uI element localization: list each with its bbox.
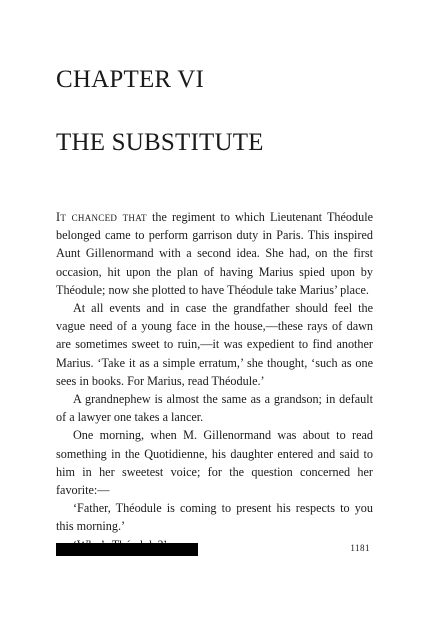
paragraph-text: the regiment to which Lieutenant Théodule belonged came to perform garrison duty in Paris. This inspired Aunt Gillenormand with a second idea. She had, on the first occasion, hit upon the plan of having Marius spied upon by Théodule; now she plotted to have Théodule take Marius’ place. bbox=[56, 210, 373, 297]
paragraph-2: At all events and in case the grandfather should feel the vague need of a young face in the house,—these rays of dawn are sometimes sweet to ruin,—it was expedient to find another Marius. ‘Take it as a simple erratum,’ she thought, ‘such as one sees in books. For Marius, read Théodule.’ bbox=[56, 301, 373, 388]
paragraph-4: One morning, when M. Gillenormand was about to read something in the Quotidienne, his daughter entered and said to him in her sweetest voice; for the question concerned her favorite:— bbox=[56, 428, 373, 498]
paragraph-1 bbox=[56, 208, 373, 299]
footer-redaction-bar bbox=[56, 543, 198, 556]
page-number: 1181 bbox=[350, 543, 370, 553]
chapter-body bbox=[56, 208, 373, 554]
paragraph-3: A grandnephew is almost the same as a grandson; in default of a lawyer one takes a lancer. bbox=[56, 392, 373, 425]
chapter-heading: CHAPTER VI bbox=[56, 66, 205, 93]
paragraph-5: ‘Father, Théodule is coming to present his respects to you this morning.’ bbox=[56, 501, 373, 534]
paragraph-lead-in: It chanced that bbox=[56, 210, 147, 224]
chapter-title: THE SUBSTITUTE bbox=[56, 129, 264, 156]
